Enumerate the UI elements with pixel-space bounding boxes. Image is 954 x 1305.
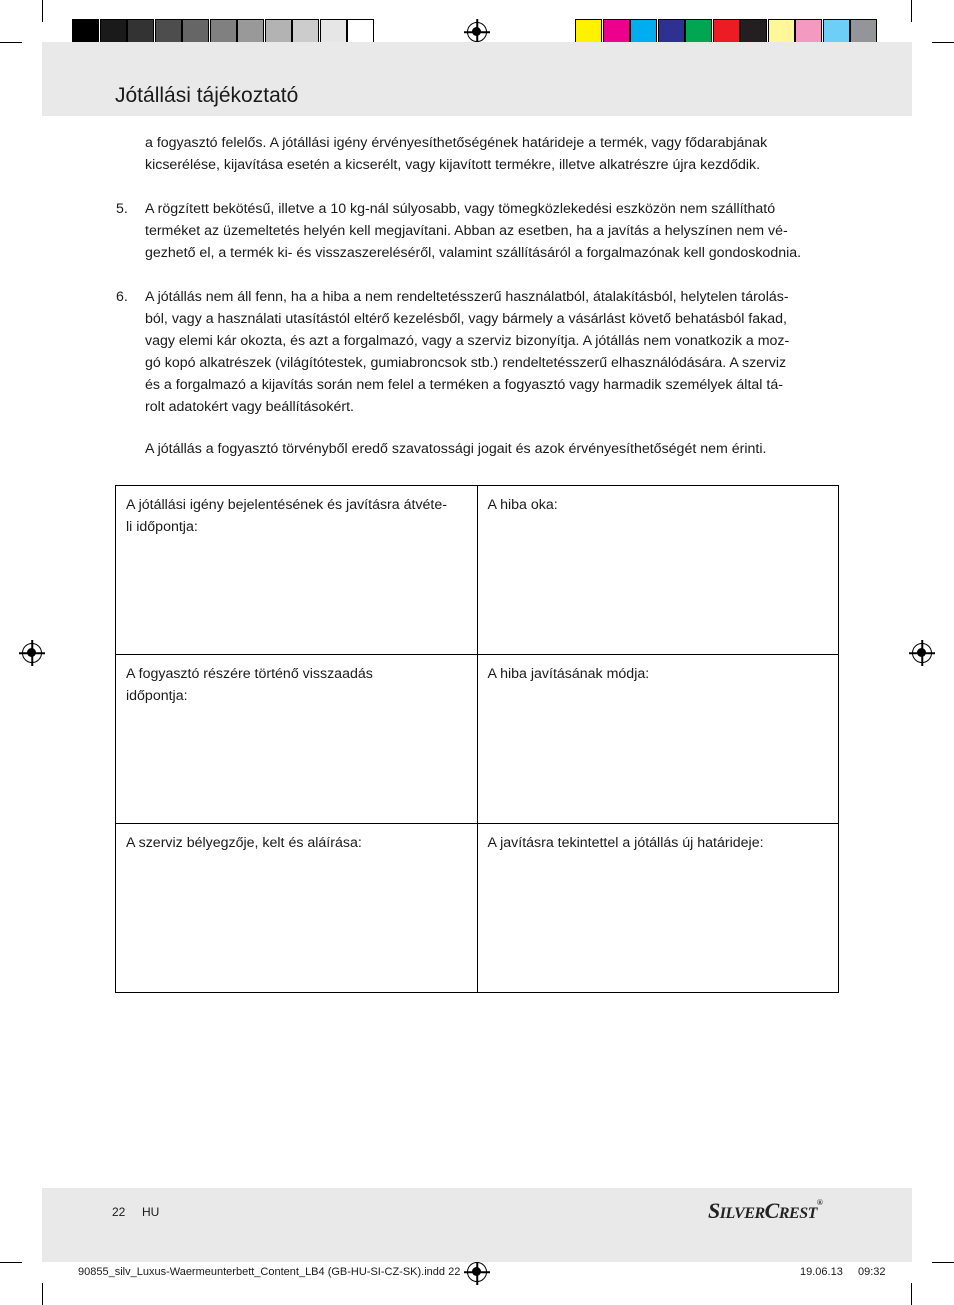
- logo-part: ILVER: [719, 1205, 765, 1222]
- cell-label: A hiba javításának módja:: [487, 666, 650, 682]
- form-cell-new-deadline[interactable]: [477, 824, 839, 993]
- text-line: rolt adatokért vagy beállításokért.: [145, 399, 354, 415]
- logo-part: REST: [778, 1205, 817, 1222]
- print-time: 09:32: [858, 1266, 886, 1278]
- text-line: gó kopó alkatrészek (világítótestek, gumiabroncsok stb.) rendeltetésszerű elhasználódására. A szerviz: [145, 355, 787, 371]
- text-line: kicserélése, kijavítása esetén a kicserélt, vagy kijavított termékre, illetve alkatrészre újra kezdődik.: [145, 157, 761, 173]
- cell-label-line: időpontja:: [126, 688, 188, 704]
- cell-label: A szerviz bélyegzője, kelt és aláírása:: [126, 835, 362, 851]
- crop-mark: [911, 1283, 912, 1305]
- logo-part: C: [764, 1198, 779, 1223]
- registration-mark-icon: [912, 643, 932, 663]
- list-number: 6.: [116, 289, 128, 305]
- form-cell-defect-cause[interactable]: [477, 486, 839, 655]
- print-date: 19.06.13: [800, 1266, 843, 1278]
- crop-mark: [932, 1262, 954, 1263]
- list-number: 5.: [116, 201, 128, 217]
- warranty-form-table: [115, 485, 839, 993]
- crop-mark: [0, 1262, 22, 1263]
- text-line: vagy elemi kár okozta, és azt a forgalmazó, vagy a szerviz bizonyítja. A jótállás nem vonatkozik a moz-: [145, 333, 790, 349]
- form-cell-repair-method[interactable]: [477, 655, 839, 824]
- registration-mark-icon: [467, 1262, 487, 1282]
- form-cell-claim-date[interactable]: [116, 486, 478, 655]
- final-paragraph: A jótállás a fogyasztó törvényből eredő szavatossági jogait és azok érvényesíthetőségét nem érinti.: [145, 441, 767, 457]
- text-line: ból, vagy a használati utasítástól eltérő kezelésből, vagy bármely a vásárlást követő behatásból fakad,: [145, 311, 787, 327]
- registration-mark-icon: [467, 22, 487, 42]
- list-item-5: [145, 198, 838, 264]
- text-line: terméket az üzemeltetés helyén kell megjavítani. Abban az esetben, ha a javítás a helyszínen nem vé-: [145, 223, 788, 239]
- text-line: és a forgalmazó a kijavítás során nem felel a terméken a fogyasztó vagy harmadik személyek által tá-: [145, 377, 783, 393]
- crop-mark: [932, 42, 954, 43]
- form-cell-service-stamp[interactable]: [116, 824, 478, 993]
- text-line: A jótállás nem áll fenn, ha a hiba a nem rendeltetésszerű használatból, átalakításból, helytelen tárolás-: [145, 289, 789, 305]
- crop-mark: [911, 0, 912, 22]
- crop-mark: [0, 42, 22, 43]
- page-title: Jótállási tájékoztató: [115, 84, 299, 107]
- logo-part: S: [708, 1198, 720, 1223]
- cell-label-line: li időpontja:: [126, 519, 198, 535]
- text-line: A rögzített bekötésű, illetve a 10 kg-nál súlyosabb, vagy tömegközlekedési eszközön nem szállítható: [145, 201, 776, 217]
- cell-label: A javításra tekintettel a jótállás új határideje:: [487, 835, 764, 851]
- paragraph-continuation: [145, 132, 838, 176]
- text-line: gezhető el, a termék ki- és visszaszereléséről, valamint szállításáról a forgalmazónak kell gondoskodnia.: [145, 245, 802, 261]
- cell-label: A hiba oka:: [487, 497, 558, 513]
- list-item-6: [145, 286, 838, 418]
- registration-mark-icon: [22, 643, 42, 663]
- text-line: a fogyasztó felelős. A jótállási igény érvényesíthetőségének határideje a termék, vagy fődarabjának: [145, 135, 768, 151]
- brand-logo: [708, 1198, 822, 1224]
- crop-mark: [42, 1283, 43, 1305]
- cell-label-line: A jótállási igény bejelentésének és javításra átvéte-: [126, 497, 447, 513]
- language-code: HU: [142, 1205, 160, 1219]
- page-number: 22: [112, 1205, 126, 1219]
- logo-registered-mark: ®: [816, 1198, 823, 1207]
- file-name: 90855_silv_Luxus-Waermeunterbett_Content_LB4 (GB-HU-SI-CZ-SK).indd 22: [78, 1266, 461, 1278]
- form-cell-return-date[interactable]: [116, 655, 478, 824]
- cell-label-line: A fogyasztó részére történő visszaadás: [126, 666, 373, 682]
- crop-mark: [42, 0, 43, 22]
